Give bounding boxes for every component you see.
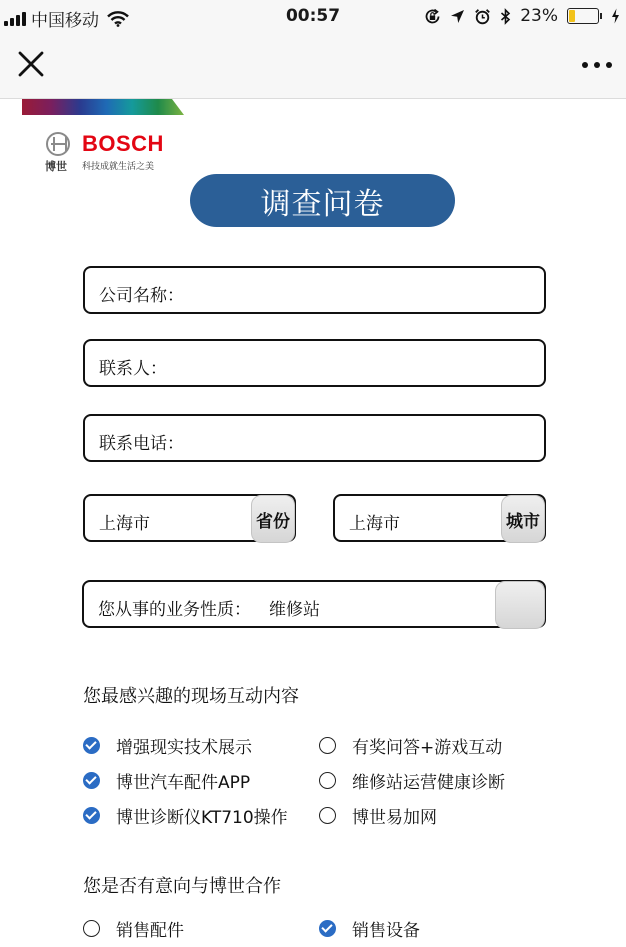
- close-icon[interactable]: [18, 51, 44, 77]
- cooperation-section-title: 您是否有意向与博世合作: [83, 876, 281, 897]
- contact-person-label: 联系人：: [99, 359, 167, 379]
- option-workshop-diagnosis[interactable]: [319, 768, 505, 793]
- page-title: 调查问卷: [190, 174, 455, 227]
- company-name-field[interactable]: [83, 266, 546, 314]
- province-value: 上海市: [99, 514, 150, 534]
- option-check-icon[interactable]: [83, 737, 100, 754]
- nav-bar: [0, 34, 626, 99]
- option-label: 销售配件: [116, 921, 184, 941]
- option-kt710[interactable]: [83, 803, 288, 828]
- brand-slogan: 科技成就生活之美: [82, 162, 155, 172]
- city-select[interactable]: [333, 494, 546, 542]
- phone-field[interactable]: [83, 414, 546, 462]
- option-label: 销售设备: [352, 921, 420, 941]
- location-icon: [450, 9, 465, 24]
- option-label: 博世易加网: [352, 808, 437, 828]
- business-type-label: 您从事的业务性质：: [98, 600, 251, 620]
- option-check-icon[interactable]: [83, 807, 100, 824]
- option-label: 有奖问答+游戏互动: [352, 738, 503, 758]
- charging-icon: [611, 8, 620, 24]
- option-check-icon[interactable]: [83, 772, 100, 789]
- option-parts-app[interactable]: [83, 768, 250, 793]
- option-check-icon[interactable]: [319, 737, 336, 754]
- status-bar: [0, 0, 626, 34]
- province-button[interactable]: 省份: [251, 495, 295, 543]
- more-icon[interactable]: [582, 62, 612, 68]
- city-button[interactable]: 城市: [501, 495, 545, 543]
- brand-cn-name: 博世: [45, 160, 67, 173]
- option-sell-parts[interactable]: [83, 916, 184, 941]
- battery-percent: 23%: [520, 6, 558, 26]
- company-name-label: 公司名称：: [99, 286, 184, 306]
- city-value: 上海市: [349, 514, 400, 534]
- bosch-logo: [44, 128, 184, 172]
- option-ar-demo[interactable]: [83, 733, 252, 758]
- phone-label: 联系电话：: [99, 434, 184, 454]
- option-check-icon[interactable]: [319, 772, 336, 789]
- option-label: 博世诊断仪KT710操作: [116, 808, 288, 828]
- option-label: 维修站运营健康诊断: [352, 773, 505, 793]
- business-type-button[interactable]: [495, 581, 545, 629]
- status-time: 00:57: [285, 6, 341, 26]
- bluetooth-icon: [500, 8, 511, 25]
- status-right: [424, 6, 620, 26]
- brand-name: BOSCH: [82, 131, 164, 156]
- option-label: 博世汽车配件APP: [116, 773, 251, 793]
- business-type-value: 维修站: [269, 600, 320, 620]
- alarm-icon: [474, 8, 491, 25]
- bosch-armature-icon: [46, 132, 70, 156]
- carrier-name: 中国移动: [31, 11, 99, 31]
- option-check-icon[interactable]: [319, 920, 336, 937]
- battery-icon: [567, 8, 602, 24]
- option-bosch-network[interactable]: [319, 803, 437, 828]
- option-check-icon[interactable]: [319, 807, 336, 824]
- option-check-icon[interactable]: [83, 920, 100, 937]
- business-type-select[interactable]: [82, 580, 546, 628]
- contact-person-field[interactable]: [83, 339, 546, 387]
- province-select[interactable]: [83, 494, 296, 542]
- brand-color-strip: [22, 99, 184, 115]
- option-label: 增强现实技术展示: [116, 738, 252, 758]
- lock-rotation-icon: [424, 8, 441, 25]
- option-quiz-game[interactable]: [319, 733, 502, 758]
- interest-section-title: 您最感兴趣的现场互动内容: [83, 686, 299, 707]
- option-sell-equipment[interactable]: [319, 916, 420, 941]
